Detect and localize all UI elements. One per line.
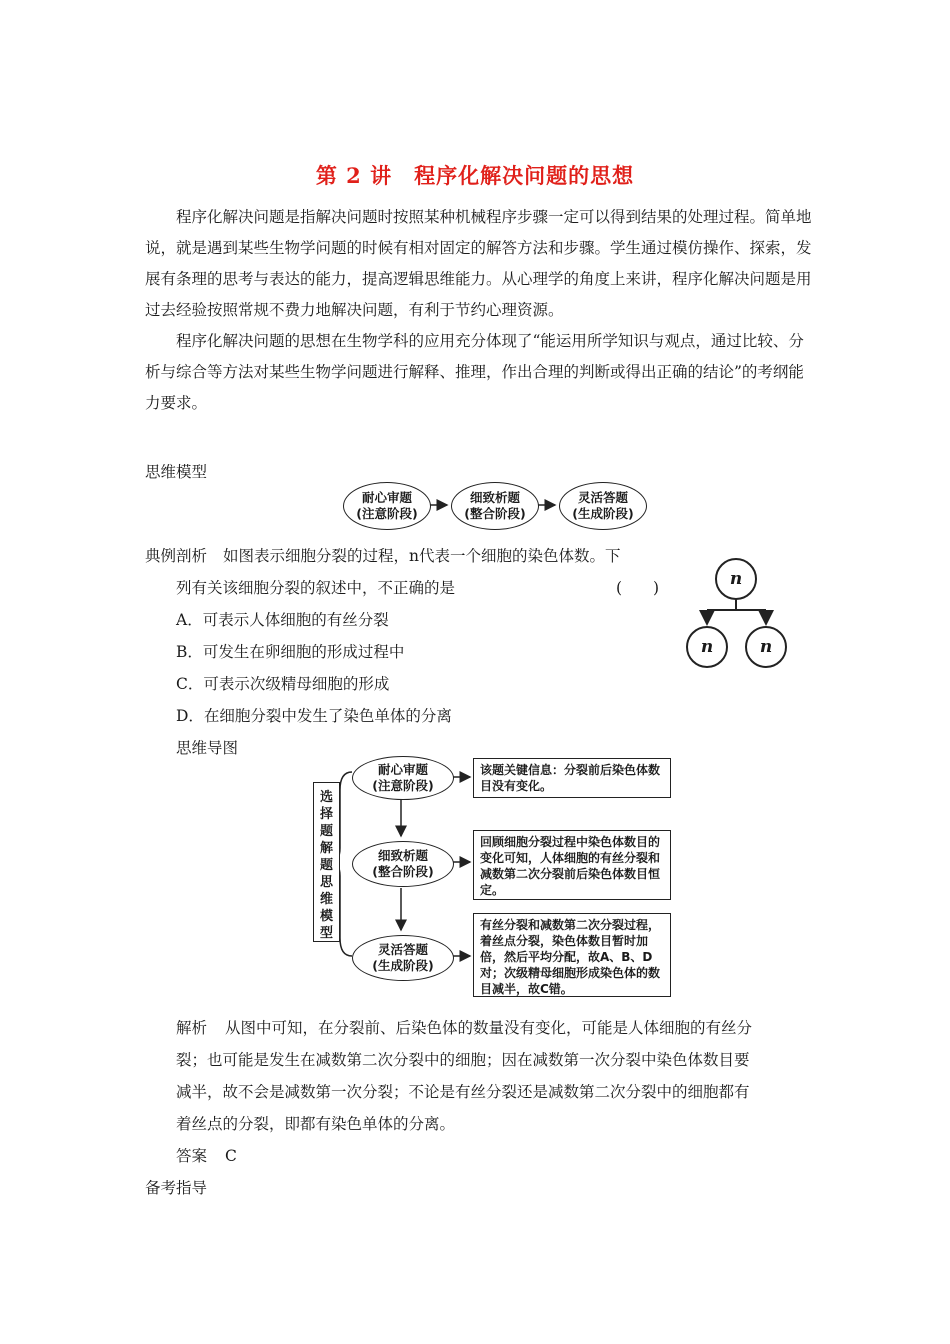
mindmap-stage-1-title: 耐心审题 xyxy=(377,762,428,777)
model-step-3 xyxy=(559,482,647,530)
answer-line xyxy=(176,1144,237,1166)
analysis-line-4: 着丝点的分裂，即都有染色单体的分离。 xyxy=(176,1115,456,1133)
lecture-number: 第 2 讲 xyxy=(315,163,393,188)
intro-paragraph-2: 程序化解决问题的思想在生物学科的应用充分体现了“能运用所学知识与观点，通过比较、分析与综合等方法对某些生物学问题进行解释、推理，作出合理的判断或得出正确的结论”的考纲能力要求。 xyxy=(145,332,804,412)
mindmap-stage-1 xyxy=(352,756,454,800)
option-b: B．可发生在卵细胞的形成过程中 xyxy=(176,643,405,661)
model-step-2-title: 细致析题 xyxy=(469,490,520,505)
example-stem-line-1 xyxy=(145,544,621,566)
model-step-3-phase: (生成阶段) xyxy=(572,506,634,521)
guide-heading: 备考指导 xyxy=(145,1179,208,1197)
model-step-1-phase: (注意阶段) xyxy=(356,506,418,521)
mindmap-note-1: 该题关键信息：分裂前后染色体数目没有变化。 xyxy=(473,758,671,798)
daughter-cell-left: n xyxy=(686,626,728,668)
mindmap-side-title: 选择题解题思维模型 xyxy=(313,782,340,942)
analysis-text-1: 从图中可知，在分裂前、后染色体的数量没有变化，可能是人体细胞的有丝分 xyxy=(225,1019,753,1037)
analysis-line-1 xyxy=(176,1016,752,1038)
mindmap-note-3: 有丝分裂和减数第二次分裂过程，着丝点分裂，染色体数目暂时加倍，然后平均分配，故A、B、D对；次级精母细胞形成染色体的数目减半，故C错。 xyxy=(473,913,671,997)
model-heading: 思维模型 xyxy=(145,463,208,481)
option-c: C．可表示次级精母细胞的形成 xyxy=(176,675,390,693)
example-stem-text-1: 如图表示细胞分裂的过程，n代表一个细胞的染色体数。下 xyxy=(223,547,621,565)
model-step-1 xyxy=(343,482,431,530)
answer-value: C xyxy=(225,1147,237,1165)
mindmap-stage-3-phase: (生成阶段) xyxy=(372,958,434,973)
intro-paragraph-1: 程序化解决问题是指解决问题时按照某种机械程序步骤一定可以得到结果的处理过程。简单地说，就是遇到某些生物学问题的时候有相对固定的解答方法和步骤。学生通过模仿操作、探索，发展有条理的思考与表达的能力，提高逻辑思维能力。从心理学的角度上来讲，程序化解决问题是用过去经验按照常规不费力地解决问题，有利于节约心理资源。 xyxy=(145,208,812,319)
analysis-label: 解析 xyxy=(176,1019,208,1037)
mindmap-heading: 思维导图 xyxy=(176,739,239,757)
mindmap-stage-2-phase: (整合阶段) xyxy=(372,864,434,879)
mindmap-note-2: 回顾细胞分裂过程中染色体数目的变化可知，人体细胞的有丝分裂和减数第二次分裂前后染色体数目恒定。 xyxy=(473,830,671,900)
model-step-1-title: 耐心审题 xyxy=(361,490,412,505)
mindmap-stage-2-title: 细致析题 xyxy=(377,848,428,863)
example-stem-line-2: 列有关该细胞分裂的叙述中，不正确的是 xyxy=(176,579,456,597)
example-label: 典例剖析 xyxy=(145,547,208,565)
mindmap-stage-2 xyxy=(352,841,454,887)
mindmap-stage-1-phase: (注意阶段) xyxy=(372,778,434,793)
mindmap-stage-3 xyxy=(352,935,454,981)
analysis-line-2: 裂；也可能是发生在减数第二次分裂中的细胞；因在减数第一次分裂中染色体数目要 xyxy=(176,1051,750,1069)
option-d: D．在细胞分裂中发生了染色单体的分离 xyxy=(176,707,452,725)
parent-cell: n xyxy=(715,558,757,600)
model-step-2 xyxy=(451,482,539,530)
answer-label: 答案 xyxy=(176,1147,208,1165)
model-step-3-title: 灵活答题 xyxy=(577,490,628,505)
lecture-title: 程序化解决问题的思想 xyxy=(414,163,635,188)
mindmap-stage-3-title: 灵活答题 xyxy=(377,942,428,957)
answer-blank: ( ) xyxy=(616,579,660,597)
option-a: A．可表示人体细胞的有丝分裂 xyxy=(176,611,389,629)
model-step-2-phase: (整合阶段) xyxy=(464,506,526,521)
analysis-line-3: 减半，故不会是减数第一次分裂；不论是有丝分裂还是减数第二次分裂中的细胞都有 xyxy=(176,1083,750,1101)
daughter-cell-right: n xyxy=(745,626,787,668)
